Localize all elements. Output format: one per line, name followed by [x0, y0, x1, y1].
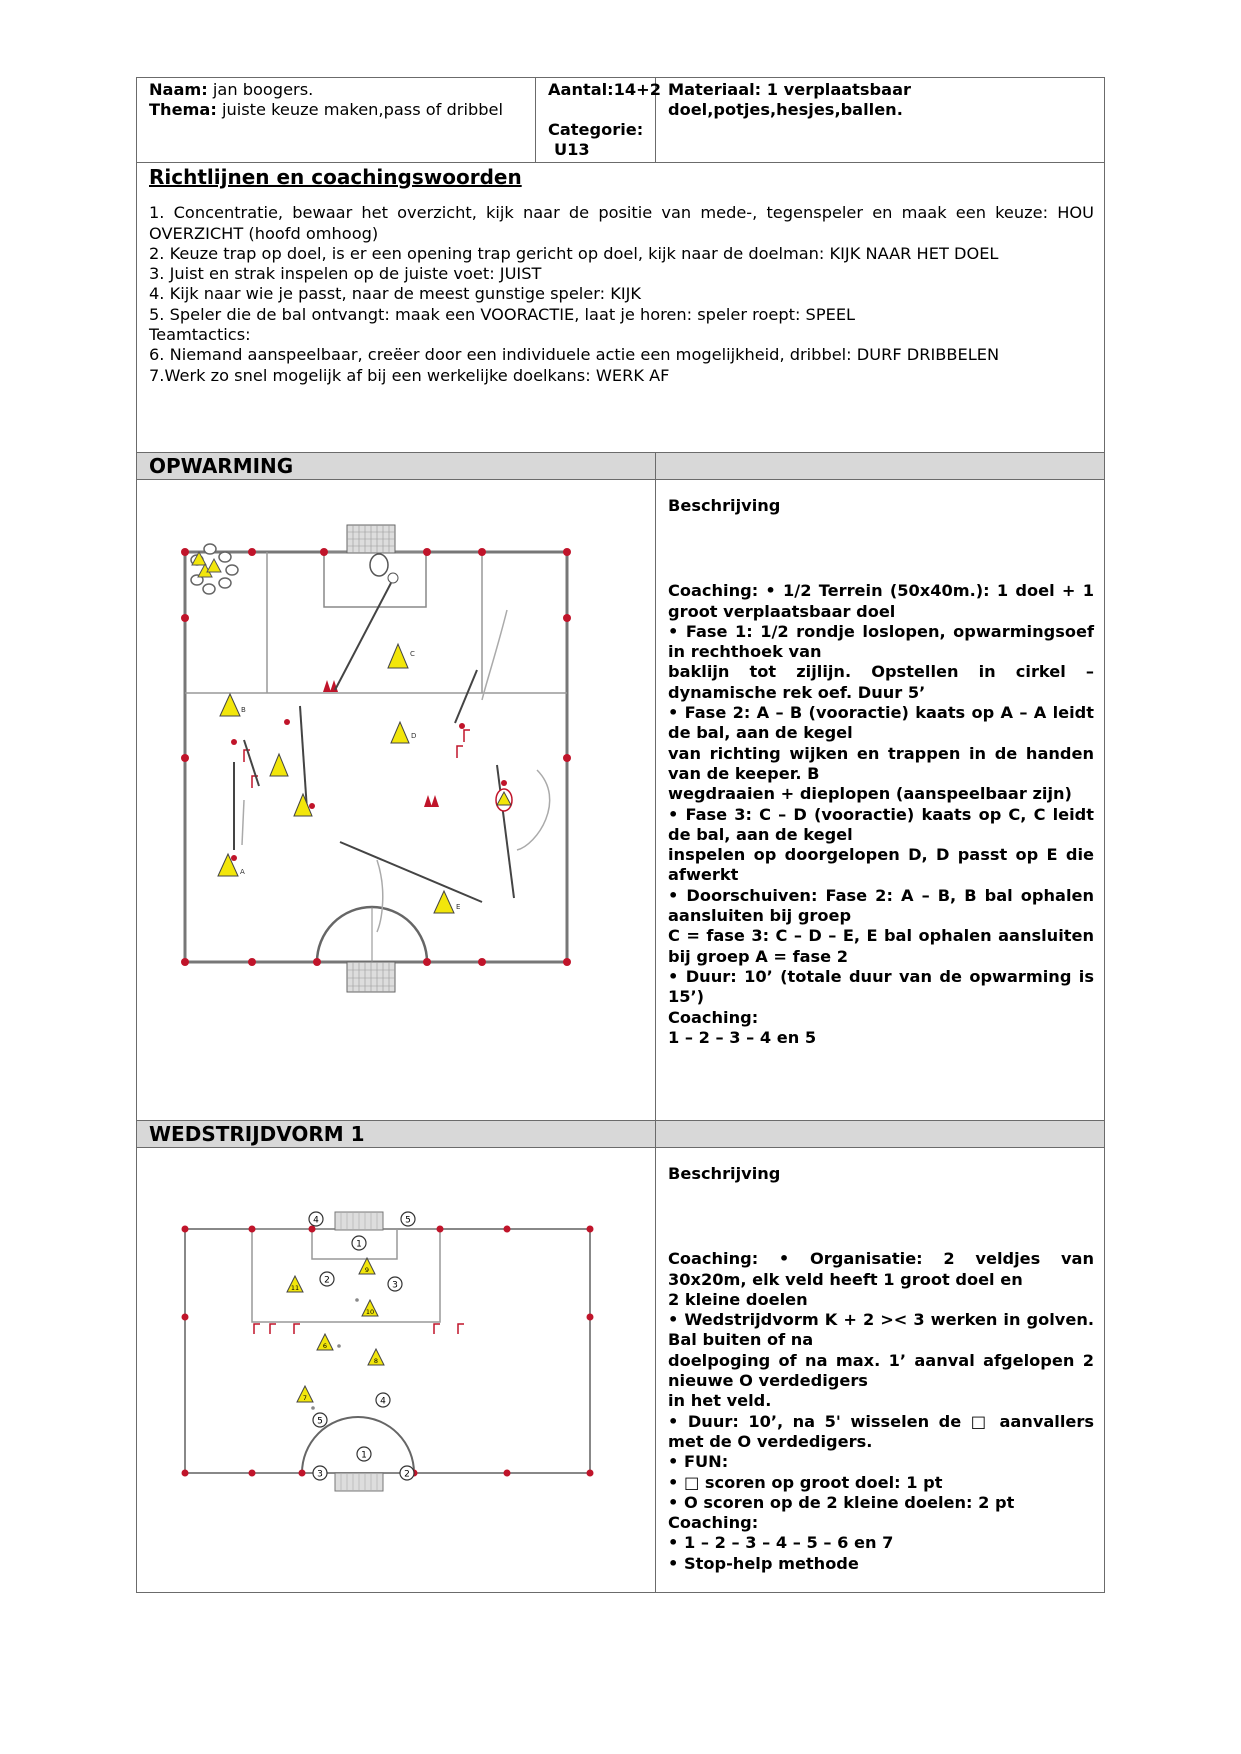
naam-thema-cell	[137, 78, 536, 163]
categorie-label: Categorie:	[548, 120, 644, 139]
wedstrijdvorm-title: WEDSTRIJDVORM 1	[137, 1121, 656, 1148]
defender-circle	[352, 1236, 366, 1250]
defender-e	[496, 789, 512, 811]
opwarming-diagram-cell	[137, 480, 656, 1121]
defender-circle	[357, 1447, 371, 1461]
attacker-triangle	[287, 1276, 303, 1292]
attacker-triangle	[297, 1386, 313, 1402]
opwarming-line: wegdraaien + dieplopen (aanspeelbaar zijn)	[668, 784, 1072, 804]
guidelines-cell	[137, 163, 1105, 453]
pass-arrows	[234, 583, 514, 902]
guideline-line: 1. Concentratie, bewaar het overzicht, kijk naar de positie van mede-, tegenspeler en maak een keuze: HOU OVERZICHT (hoofd omhoog)	[149, 203, 1094, 243]
circle-label: 4	[380, 1396, 386, 1407]
opwarming-line: 1 – 2 – 3 – 4 en 5	[668, 1027, 817, 1047]
defender-circle	[400, 1466, 414, 1480]
ball	[388, 573, 398, 583]
player-b	[220, 694, 246, 716]
opwarming-beschrijving-label: Beschrijving	[668, 496, 781, 515]
opwarming-line: van richting wijken en trappen in de handen van de keeper. B	[668, 743, 1094, 783]
triangle-label: 11	[290, 1284, 300, 1292]
opwarming-line: baklijn tot zijlijn. Opstellen in cirkel – dynamische rek oef. Duur 5’	[668, 662, 1094, 702]
small-balls	[311, 1298, 359, 1410]
triangle-label: 9	[364, 1266, 370, 1274]
player-a-label: A	[240, 868, 245, 876]
aantal-categorie-cell	[536, 78, 662, 163]
opwarming-content-row	[137, 480, 1105, 1121]
wedstrijdvorm-description-cell	[656, 1148, 1105, 1593]
naam-label: Naam:	[149, 80, 208, 99]
opwarming-line: • Fase 3: C – D (vooractie) kaats op C, C leidt de bal, aan de kegel	[668, 804, 1094, 844]
guideline-line: Teamtactics:	[149, 325, 251, 345]
player-c-label: C	[410, 650, 415, 658]
player-e	[434, 891, 460, 913]
defender-circle	[320, 1272, 334, 1286]
circle-label: 5	[317, 1416, 323, 1427]
wedstrijdvorm-line: Coaching:	[668, 1513, 759, 1533]
thema-value: juiste keuze maken,pass of dribbel	[221, 100, 503, 119]
wedstrijdvorm-line: • O scoren op de 2 kleine doelen: 2 pt	[668, 1492, 1015, 1512]
wedstrijdvorm-line: • Wedstrijdvorm K + 2 >< 3 werken in golven. Bal buiten of na	[668, 1310, 1094, 1350]
guideline-line: 7.Werk zo snel mogelijk af bij een werkelijke doelkans: WERK AF	[149, 365, 670, 385]
wedstrijdvorm-line: Coaching: • Organisatie: 2 veldjes van 30x20m, elk veld heeft 1 groot doel en	[668, 1249, 1094, 1289]
red-cones	[323, 680, 439, 807]
red-markers	[182, 1226, 594, 1477]
thema-label: Thema:	[149, 100, 217, 119]
circle-label: 5	[405, 1215, 411, 1226]
attacker-triangles	[287, 1258, 384, 1402]
circle-label: 3	[317, 1469, 323, 1480]
wedstrijdvorm-beschrijving-label: Beschrijving	[668, 1164, 781, 1183]
triangle-label: 10	[365, 1308, 375, 1316]
guideline-line: 5. Speler die de bal ontvangt: maak een VOORACTIE, laat je horen: speler roept: SPEEL	[149, 304, 856, 324]
materiaal-value: Materiaal: 1 verplaatsbaar doel,potjes,hesjes,ballen.	[668, 80, 911, 119]
opwarming-title: OPWARMING	[137, 453, 656, 480]
defender-circle	[401, 1212, 415, 1226]
wedstrijdvorm-line: • Duur: 10’, na 5' wisselen de □ aanvallers met de O verdedigers.	[668, 1411, 1094, 1451]
categorie-value: U13	[554, 140, 590, 159]
opwarming-line: inspelen op doorgelopen D, D passt op E die afwerkt	[668, 845, 1094, 885]
player-e-label: E	[456, 903, 461, 911]
wedstrijdvorm-header-row	[137, 1121, 1105, 1148]
player-b-label: B	[241, 706, 246, 714]
inner-area	[252, 1229, 440, 1322]
header-row	[137, 78, 1105, 163]
attacker-triangle	[362, 1300, 378, 1316]
wedstrijdvorm-line: • 1 – 2 – 3 – 4 – 5 – 6 en 7	[668, 1533, 894, 1553]
circle-label: 2	[404, 1469, 410, 1480]
circle-label: 2	[324, 1275, 330, 1286]
wedstrijdvorm-pitch-diagram	[137, 1148, 670, 1592]
triangle-label: 6	[322, 1342, 328, 1350]
defender-circle	[313, 1413, 327, 1427]
player-d	[391, 722, 416, 743]
opwarming-line: Coaching: • 1/2 Terrein (50x40m.): 1 doel + 1 groot verplaatsbaar doel	[668, 581, 1094, 621]
defender-circle	[376, 1393, 390, 1407]
training-form-table	[136, 77, 1105, 1593]
attacker-triangle	[317, 1334, 333, 1350]
attacker-triangle	[359, 1258, 375, 1274]
pitch-outline	[185, 1229, 590, 1473]
wedstrijdvorm-title-right	[656, 1121, 1105, 1148]
guideline-line: 6. Niemand aanspeelbaar, creëer door een individuele actie een mogelijkheid, dribbel: DURF DRIBBELEN	[149, 345, 1000, 365]
naam-value: jan boogers.	[212, 80, 314, 99]
opwarming-header-row	[137, 453, 1105, 480]
circle-label: 1	[361, 1450, 367, 1461]
player-d-label: D	[411, 732, 417, 740]
aantal-value: Aantal:14+2	[548, 80, 662, 99]
defender-circle	[313, 1466, 327, 1480]
guidelines-title: Richtlijnen en coachingswoorden	[149, 165, 522, 189]
wedstrijdvorm-line: • FUN:	[668, 1452, 729, 1472]
opwarming-pitch-diagram	[137, 480, 670, 1120]
guidelines-row	[137, 163, 1105, 453]
small-goal-flags	[254, 1324, 464, 1334]
opwarming-line: • Fase 2: A – B (vooractie) kaats op A – A leidt de bal, aan de kegel	[668, 703, 1094, 743]
guideline-line: 4. Kijk naar wie je passt, naar de meest gunstige speler: KIJK	[149, 284, 641, 304]
wedstrijdvorm-line: 2 kleine doelen	[668, 1289, 808, 1309]
attacker-triangle	[368, 1349, 384, 1365]
guideline-line: 2. Keuze trap op doel, is er een opening trap gericht op doel, kijk naar de doelman: KIJK NAAR HET DOEL	[149, 243, 999, 263]
opwarming-line: • Fase 1: 1/2 rondje loslopen, opwarmingsoef in rechthoek van	[668, 621, 1094, 662]
opwarming-line: • Duur: 10’ (totale duur van de opwarming is 15’)	[668, 966, 1094, 1007]
opwarming-line: • Doorschuiven: Fase 2: A – B, B bal ophalen aansluiten bij groep	[668, 885, 1094, 926]
opwarming-line: Coaching:	[668, 1007, 759, 1027]
guideline-line: 3. Juist en strak inspelen op de juiste voet: JUIST	[149, 264, 542, 284]
defender-circle	[309, 1212, 323, 1226]
document-sheet	[136, 77, 1104, 1600]
triangle-label: 7	[302, 1394, 308, 1402]
wedstrijdvorm-content-row	[137, 1148, 1105, 1593]
wedstrijdvorm-line: • Stop-help methode	[668, 1553, 859, 1573]
player-c	[388, 644, 415, 668]
wedstrijdvorm-line: doelpoging of na max. 1’ aanval afgelopen 2 nieuwe O verdedigers	[668, 1350, 1094, 1391]
wedstrijdvorm-diagram-cell	[137, 1148, 656, 1593]
wedstrijdvorm-line: • □ scoren op groot doel: 1 pt	[668, 1472, 943, 1492]
circle-label: 1	[356, 1239, 362, 1250]
triangle-label: 8	[373, 1357, 379, 1365]
opwarming-description-cell	[656, 480, 1105, 1121]
materiaal-cell	[656, 78, 1105, 163]
circle-label: 3	[392, 1280, 398, 1291]
circle-label: 4	[313, 1215, 319, 1226]
defender-circle	[388, 1277, 402, 1291]
opwarming-title-right	[656, 453, 1105, 480]
wedstrijdvorm-line: in het veld.	[668, 1391, 772, 1411]
opwarming-line: C = fase 3: C – D – E, E bal ophalen aansluiten bij groep A = fase 2	[668, 926, 1094, 966]
goalkeeper	[370, 554, 388, 576]
